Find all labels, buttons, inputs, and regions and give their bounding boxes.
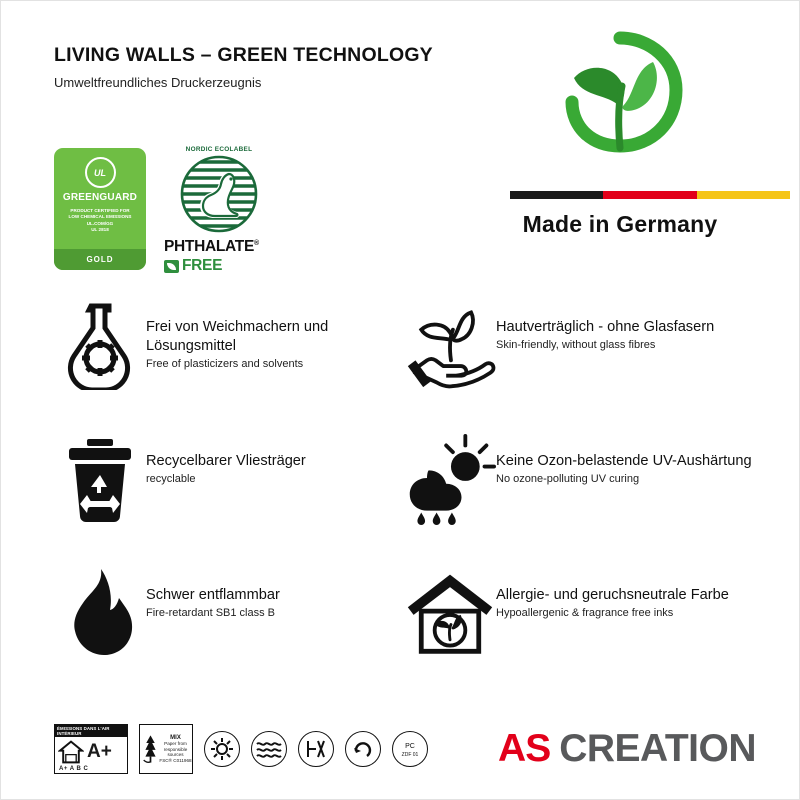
page-title: LIVING WALLS – GREEN TECHNOLOGY — [54, 44, 433, 66]
feature-item — [404, 564, 754, 662]
feature-text — [496, 564, 729, 619]
phthalate-free-row — [164, 257, 274, 275]
greenguard-line4: UL 2818 — [91, 227, 109, 233]
swan-mark — [171, 148, 267, 236]
greenguard-level: GOLD — [54, 249, 146, 270]
feature-label-en: Hypoallergenic & fragrance free inks — [496, 607, 674, 619]
certification-badges — [54, 148, 274, 275]
pefc-circle-icon — [392, 731, 428, 767]
feature-label-en: Fire-retardant SB1 class B — [146, 607, 275, 619]
flag-stripe-gold — [697, 191, 790, 199]
made-in-germany-label: Made in Germany — [522, 211, 718, 237]
flag-stripe-black — [510, 191, 603, 199]
logo-as: AS — [498, 727, 551, 770]
feature-grid — [54, 296, 754, 698]
lab-circle-icon — [298, 731, 334, 767]
footer — [54, 724, 756, 774]
sun-cloud-rain-icon — [404, 430, 496, 528]
feature-text — [146, 296, 404, 370]
feature-item — [54, 296, 404, 394]
phthalate-superscript: ® — [254, 239, 259, 247]
german-flag-bar — [510, 191, 790, 199]
fsc-text — [159, 735, 192, 764]
feature-label-en: recyclable — [146, 473, 196, 485]
greenguard-details — [69, 208, 132, 234]
feature-item — [404, 296, 754, 394]
footer-icon-row — [54, 724, 428, 774]
feature-item — [54, 430, 404, 528]
phthalate-word: PHTHALATE® — [164, 238, 259, 255]
feature-row — [54, 296, 754, 394]
flame-icon — [54, 564, 146, 662]
fsc-icon — [139, 724, 193, 774]
house-icon — [58, 739, 84, 765]
greenguard-line3: UL.COM/GG — [86, 220, 114, 226]
greenguard-line2: LOW CHEMICAL EMISSIONS — [68, 214, 132, 220]
brand-block — [510, 20, 730, 238]
gear-circle-icon — [204, 731, 240, 767]
emission-top-label: ÉMISSIONS DANS L'AIR INTÉRIEUR — [55, 725, 127, 737]
nordic-ecolabel-badge — [164, 148, 274, 275]
swan-icon — [171, 148, 267, 236]
greenguard-name: GREENGUARD — [62, 192, 138, 203]
header — [54, 44, 494, 90]
feature-text — [496, 296, 714, 351]
phthalate-free-badge — [164, 238, 274, 275]
fsc-line1: Paper from — [164, 741, 187, 747]
water-waves-circle-icon — [251, 731, 287, 767]
feature-row — [54, 564, 754, 662]
house-plant-icon — [404, 564, 496, 662]
emission-grade: A+ — [87, 741, 112, 762]
feature-item — [54, 564, 404, 662]
feature-item — [404, 430, 754, 528]
greenguard-badge — [54, 148, 146, 270]
nordic-ecolabel-label: NORDIC ECOLABEL — [185, 146, 253, 153]
feature-label-en: Free of plasticizers and solvents — [146, 358, 304, 370]
flask-icon — [54, 296, 146, 394]
feature-label-de: Frei von Weichmachern und Lösungsmittel — [146, 319, 329, 354]
recycle-circle-icon — [345, 731, 381, 767]
feature-text — [496, 430, 752, 485]
svg-text:PC: PC — [405, 743, 415, 750]
feature-label-en: Skin-friendly, without glass fibres — [496, 339, 656, 351]
greenguard-line1: PRODUCT CERTIFIED FOR — [70, 208, 130, 213]
logo-creation: CREATION — [559, 727, 756, 770]
fsc-mix: MIX — [170, 734, 181, 741]
green-leaf-logo-icon — [520, 20, 720, 180]
feature-label-de: Recycelbarer Vliesträger — [146, 453, 306, 469]
phthalate-free-word: FREE — [182, 257, 223, 274]
feature-label-de: Allergie- und geruchsneutrale Farbe — [496, 587, 729, 603]
emission-label-icon — [54, 724, 128, 774]
feature-label-de: Schwer entflammbar — [146, 587, 280, 603]
feature-label-de: Keine Ozon-belastende UV-Aushärtung — [496, 453, 752, 469]
feature-label-de: Hautverträglich - ohne Glasfasern — [496, 319, 715, 335]
flag-stripe-red — [603, 191, 696, 199]
recycle-bin-icon — [54, 430, 146, 528]
as-creation-logo — [498, 727, 756, 771]
hand-plant-icon — [404, 296, 496, 394]
ul-mark-icon: UL — [85, 157, 116, 188]
page-subtitle: Umweltfreundliches Druckerzeugnis — [54, 75, 262, 90]
emission-scale: A+ A B C — [59, 766, 89, 772]
fsc-code: FSC® C011968 — [159, 757, 192, 763]
feature-row — [54, 430, 754, 528]
feature-text — [146, 564, 280, 619]
svg-text:ZDF 01: ZDF 01 — [401, 752, 419, 758]
emission-middle — [55, 737, 127, 766]
fsc-tree-icon — [142, 732, 159, 766]
feature-text — [146, 430, 306, 485]
fsc-line2: responsible sources — [163, 746, 188, 758]
leaf-icon — [164, 260, 179, 273]
feature-label-en: No ozone-polluting UV curing — [496, 473, 640, 485]
